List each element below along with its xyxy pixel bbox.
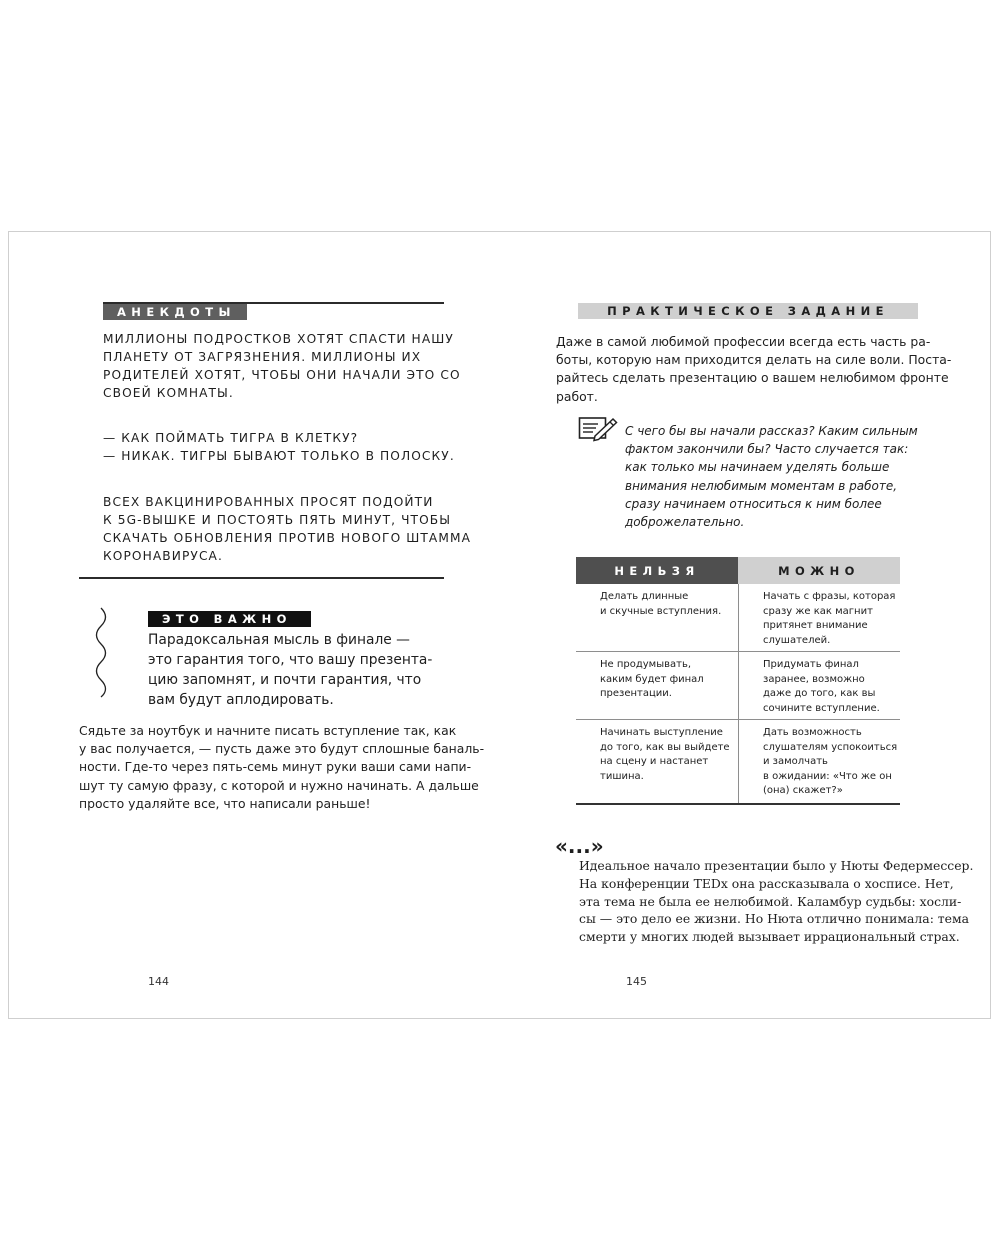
- table-cell-forbidden: Не продумывать, каким будет финал презентации.: [600, 659, 704, 700]
- left-body-text: Сядьте за ноутбук и начните писать вступление так, как у вас получается, — пусть даже это будут сплошные баналь- ности. Где-то через пять-семь минут руки ваши сами напи- шут ту самую фразу, с которой и нужно начинать. А дальше просто удаляйте все, что написали раньше!: [79, 723, 485, 811]
- wavy-line-icon: [94, 606, 108, 698]
- table-cell-allowed: Начать с фразы, которая сразу же как магнит притянет внимание слушателей.: [738, 584, 900, 651]
- joke-3: ВСЕХ ВАКЦИНИРОВАННЫХ ПРОСЯТ ПОДОЙТИ К 5G-ВЫШКЕ И ПОСТОЯТЬ ПЯТЬ МИНУТ, ЧТОБЫ СКАЧАТЬ ОБНОВЛЕНИЯ ПРОТИВ НОВОГО ШТАММА КОРОНАВИРУСА.: [103, 495, 472, 563]
- task-heading: ПРАКТИЧЕСКОЕ ЗАДАНИЕ: [578, 303, 918, 319]
- table-row: [576, 652, 900, 720]
- table-cell-allowed: Дать возможность слушателям успокоиться и замолчать в ожидании: «Что же он (она) скажет?»: [738, 720, 900, 803]
- table-row: [576, 584, 900, 652]
- important-text: Парадоксальная мысль в финале — это гарантия того, что вашу презента- цию запомнят, и почти гарантия, что вам будут аплодировать.: [148, 632, 433, 708]
- table-row: [576, 720, 900, 805]
- table-cell-forbidden: Делать длинные и скучные вступления.: [600, 591, 722, 617]
- page-number-right: 145: [626, 975, 647, 988]
- jokes-heading: АНЕКДОТЫ: [103, 304, 247, 320]
- quote-text: Идеальное начало презентации было у Нюты Федермессер. На конференции TEDx она рассказывала о хосписе. Нет, эта тема не была ее нелюбимой. Каламбур судьбы: хосли- сы — это дело ее жизни. Но Нюта отлично понимала: тема смерти у многих людей вызывает иррациональный страх.: [579, 858, 974, 945]
- table-header: [576, 557, 900, 584]
- header-allowed: МОЖНО: [738, 557, 900, 584]
- page-number-left: 144: [148, 975, 169, 988]
- joke-2: — КАК ПОЙМАТЬ ТИГРА В КЛЕТКУ? — НИКАК. ТИГРЫ БЫВАЮТ ТОЛЬКО В ПОЛОСКУ.: [103, 431, 455, 463]
- jokes-bottom-rule: [79, 577, 444, 579]
- header-forbidden: НЕЛЬЗЯ: [576, 557, 738, 584]
- important-heading: ЭТО ВАЖНО: [148, 611, 311, 627]
- table-cell-allowed: Придумать финал заранее, возможно даже до того, как вы сочините вступление.: [738, 652, 900, 719]
- joke-1: МИЛЛИОНЫ ПОДРОСТКОВ ХОТЯТ СПАСТИ НАШУ ПЛАНЕТУ ОТ ЗАГРЯЗНЕНИЯ. МИЛЛИОНЫ ИХ РОДИТЕЛЕЙ ХОТЯТ, ЧТОБЫ ОНИ НАЧАЛИ ЭТО СО СВОЕЙ КОМНАТЫ.: [103, 332, 461, 400]
- notepad-pen-icon: [578, 415, 618, 443]
- task-text: Даже в самой любимой профессии всегда есть часть ра- боты, которую нам приходится делать на силе воли. Поста- райтесь сделать презентацию о вашем нелюбимом фронте работ.: [556, 334, 952, 404]
- dos-donts-table: [576, 557, 900, 805]
- table-cell-forbidden: Начинать выступление до того, как вы выйдете на сцену и настанет тишина.: [600, 727, 730, 782]
- note-text: С чего бы вы начали рассказ? Каким сильным фактом закончили бы? Часто случается так: как только мы начинаем уделять больше внимания нелюбимым моментам в работе, сразу начинаем относиться к ним более доброжелательно.: [625, 424, 918, 530]
- quote-mark: «...»: [555, 834, 604, 858]
